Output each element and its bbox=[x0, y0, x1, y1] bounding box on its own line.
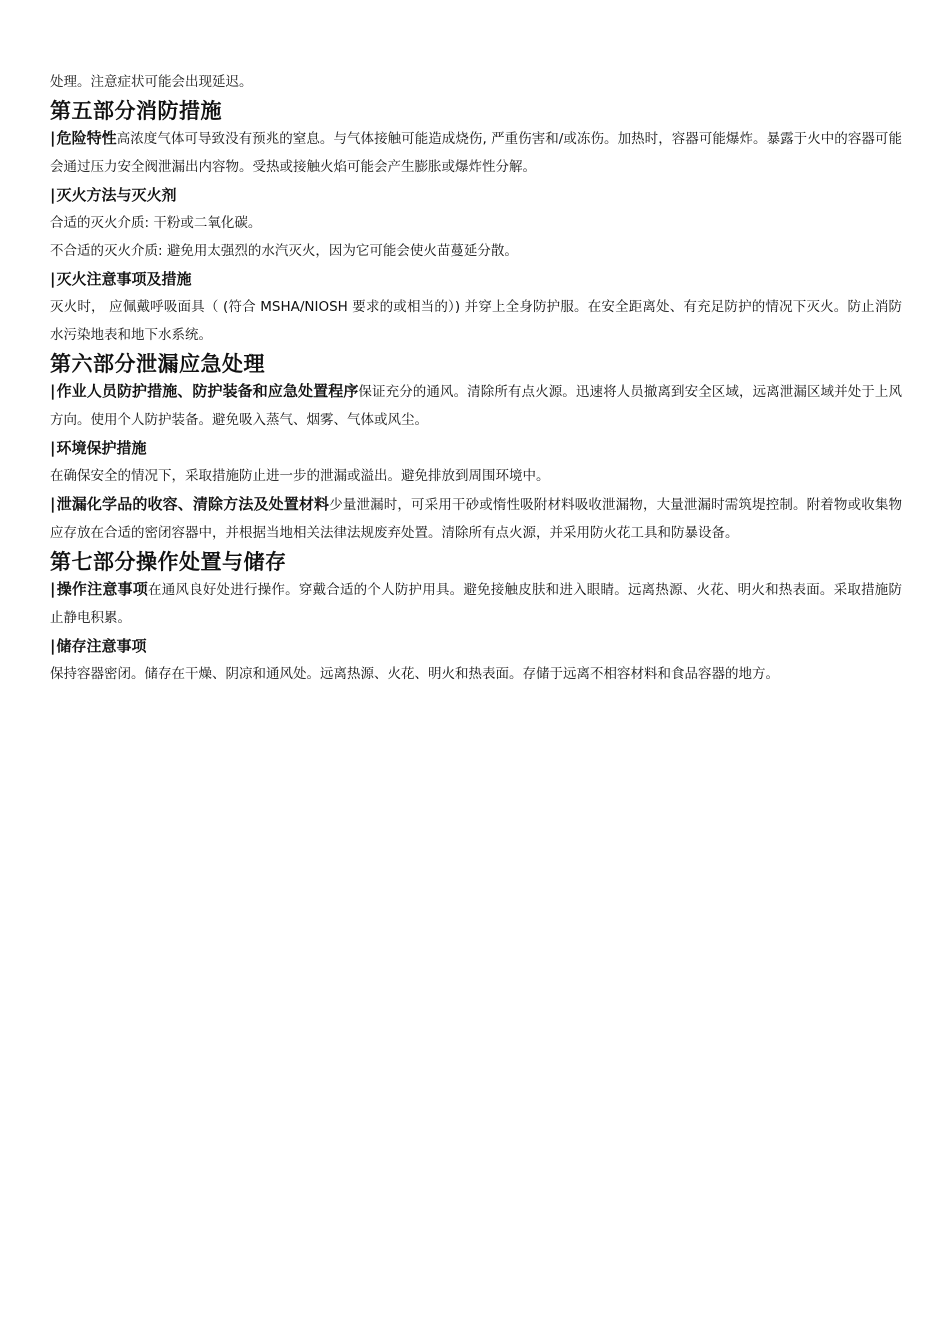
document-page bbox=[50, 68, 902, 688]
precaution-text: 灭火时， 应佩戴呼吸面具（ (符合 MSHA/NIOSH 要求的或相当的）) 并穿上全身防护服。在安全距离处、有充足防护的情况下灭火。防止消防水污染地表和地下水系统。 bbox=[50, 299, 902, 343]
hazard-label: |危险特性 bbox=[50, 129, 117, 147]
personnel-label: |作业人员防护措施、防护装备和应急处置程序 bbox=[50, 382, 359, 400]
hazard-paragraph bbox=[50, 124, 902, 181]
section-5-title: 第五部分消防措施 bbox=[50, 99, 222, 123]
suitable-media-text: 合适的灭火介质: 干粉或二氧化碳。 bbox=[50, 215, 262, 231]
handling-paragraph bbox=[50, 575, 902, 632]
intro-line: 处理。注意症状可能会出现延迟。 bbox=[50, 74, 253, 90]
storage-text: 保持容器密闭。储存在干燥、阴凉和通风处。远离热源、火花、明火和热表面。存储于远离不相容材料和食品容器的地方。 bbox=[50, 666, 779, 682]
unsuitable-media-text: 不合适的灭火介质: 避免用太强烈的水汽灭火，因为它可能会使火苗蔓延分散。 bbox=[50, 243, 518, 259]
personnel-paragraph bbox=[50, 377, 902, 434]
section-7-title: 第七部分操作处置与储存 bbox=[50, 550, 287, 574]
storage-heading: |储存注意事项 bbox=[50, 637, 147, 655]
extinguish-heading: |灭火方法与灭火剂 bbox=[50, 186, 177, 204]
hazard-text: 高浓度气体可导致没有预兆的窒息。与气体接触可能造成烧伤, 严重伤害和/或冻伤。加热时，容器可能爆炸。暴露于火中的容器可能会通过压力安全阀泄漏出内容物。受热或接触火焰可能会产生膨胀或爆炸性分解。 bbox=[50, 131, 902, 175]
handling-label: |操作注意事项 bbox=[50, 580, 148, 598]
section-6-title: 第六部分泄漏应急处理 bbox=[50, 352, 265, 376]
env-heading: |环境保护措施 bbox=[50, 439, 147, 457]
personnel-text: 保证充分的通风。清除所有点火源。迅速将人员撤离到安全区域，远离泄漏区域并处于上风方向。使用个人防护装备。避免吸入蒸气、烟雾、气体或风尘。 bbox=[50, 384, 902, 428]
cleanup-label: |泄漏化学品的收容、清除方法及处置材料 bbox=[50, 495, 330, 513]
handling-text: 在通风良好处进行操作。穿戴合适的个人防护用具。避免接触皮肤和进入眼睛。远离热源、火花、明火和热表面。采取措施防止静电积累。 bbox=[50, 582, 902, 626]
env-text: 在确保安全的情况下，采取措施防止进一步的泄漏或溢出。避免排放到周围环境中。 bbox=[50, 468, 550, 484]
cleanup-text: 少量泄漏时，可采用干砂或惰性吸附材料吸收泄漏物，大量泄漏时需筑堤控制。附着物或收集物应存放在合适的密闭容器中，并根据当地相关法律法规废弃处置。清除所有点火源，并采用防火花工具和防暴设备。 bbox=[50, 497, 902, 541]
cleanup-paragraph bbox=[50, 490, 902, 547]
precaution-heading: |灭火注意事项及措施 bbox=[50, 270, 192, 288]
